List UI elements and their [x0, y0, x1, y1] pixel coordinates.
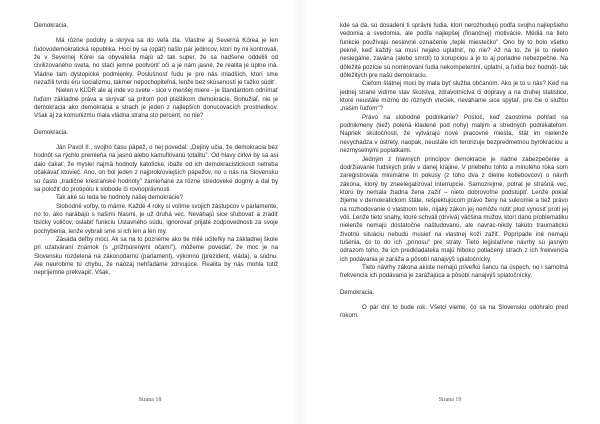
- paragraph: Má rôzne podoby a skrýva sa do veľa zla. Vlastne aj Severná Kórea je len ľudovodemokratická republika. Hoci by sa (opäť) našlo pár jedincov, ktorí by mi kontrovali, že v Severnej Kórei sa obyvatelia majú až tak super, že sa nadšene oddelili od civilizovaného sveta, no stačí jemne pootvoriť oči a je nám jasné, že realita je úplne iná. Vládne tam dystopické podmienky. Poslušnosť ľudu je pre nás mladších, ktorí sme nezažili tvrdú éru socializmu, takmer nepochopiteľná, lenže bez skúseností je ťažko súdiť.: [34, 37, 278, 87]
- paragraph: kde sa dá, sú dosadení ti správni ľudia, ktorí nerozhodujú podľa svojho najlepšieho vedomia a svedomia, ale podľa najlepšej (finančnej) motivácie. Médiá na tieto funkcie používajú neslovné označenie „teplé miestečko". Ono by to bolo všetko pekné, keď každý sa musí nejako uplatniť, no nie? Až na to, že je to nielen neslegálne, zavána (alebo smrdí) to korupciou a je to aj poriadne nebezpečné. Na dôležité pozície sú nominovaní ľudia nekompetentní, úplatní, a ľudia bez hodnôt- tak dôležitých pre našu demokraciu.: [340, 22, 568, 80]
- section-heading: Demokracia.: [34, 128, 69, 136]
- paragraph: Zásada deľby moci. Ak sa na to pozrieme ako tie milé učiteľky na základnej škole pri uzatváraní známok (s „prižmúrenými očami"), môžeme povedať, že moc je na Slovensku rozdelená na zákonodarnú (parlament), výkonnú (prezident, vláda), a súdnu. Ale neurobme tú chybu, že naozaj nehľadáme zdrvujúce. Realita by nás mohla totiž nepríjemne prekvapiť. Však,: [34, 235, 278, 277]
- paragraph: Jedným z hlavných princípov demokracie je riadne zabezpečenie a dodržiavanie ľudských práv v danej krajine. V priebehu tohto a minulého roka som zaregistrovala minimálne tri pokusy (z toho dva z dielne kotlebovcov) o návrh zákona, ktorý by zneelegalizoval interrupcie. Samozrejme, potrat je strašná vec, ktorú by nemala žiadna žena zažiť – nieto dobrovoľne podstúpiť. Lenže pokiaľ žijeme v demokratickom štáte, rešpektujúcom právo ženy na sukromie a tiež právo na rozhodovanie o vlastnom tele, nijaký zákon jej nemôže nútiť plod vynosiť proti jej vôli. Lenže tieto snahy, ktoré schváli (drvivá) väčšina mužov, ktorí danú problematiku nielenže nemajú dostatočne naštudovanú, ale navrac-nikdy takúto traumatickú životnú situáciu nebudú musieť na vlastnej koži zažiť. Poprípade iné nemajú tušenia, čo to do ich „prínosu" pre stráty. Tieto legislatívne návrhy sú jasným odrazom toho, že ich predkladatelia majú hlboko potlačený strach z ich frekvencia ich podávania je zaráža a pôsobí nanajvýš spiatočnícky.: [340, 155, 568, 263]
- paragraph: Tieto návrhy zákona akiste nemajú privefkú šancu na úspech, no i samotná frekvencia ich podávania je zarážajúca a pôsobí nanajvýš spiatočnícky.: [340, 263, 568, 280]
- page-number: Strana 18: [138, 397, 162, 403]
- paragraph: Nielen v KĽDR ale aj inde vo svete - sice v menšej miere - je štandardom odnímať ľuďom základné práva a skrývať sa pritom pod pláštikom demokracie. Bohužiaľ, nie je demokracia ako demokracia a strach je jeden z najlepších donucovacích prostriedkov. Však aj za komunizmu mala vládna strana sto percent, no nie?: [34, 87, 278, 120]
- section-heading: Demokracia.: [34, 22, 69, 29]
- paragraph: Tak aké sú teda tie hodnoty našej demokracie?: [56, 194, 184, 202]
- gutter-shadow: [292, 0, 308, 424]
- paragraph: Právo na slobodné podnikanie? Postoč, keď zaostrime pohľad na podnikmeny (tiež) polená kladené pod nohy) malým a stredných podnikateľom. Napriek skutočnosti, že vytvárajú nové pracovné miesta, štát im nielenže nevychádza v ústrety, naopak, neustále ich terorizuje bezpredmetnou byrokraciou a nezmyselnými poplatkami.: [340, 113, 568, 155]
- right-text-column: [340, 22, 568, 321]
- left-text-column: [34, 22, 278, 278]
- paragraph: O pár dní to bude rok. Všetci vieme, čo sa na Slovensku odohralo pred rokom.: [340, 304, 568, 320]
- paragraph: Ciefom štátnej moci by mala byť služba občanom. Ako je to u nás? Keď na jednej strane vidíme stav školstva, zdravotníctva či dopravy a na druhej statistice, ktoré neustále mizmú do rôznych vreciek, neváhame sice spýtať, pre čie o službu „našim ľuďom"?: [340, 80, 568, 113]
- page-number: Strana 19: [438, 397, 462, 403]
- section-heading: Demokracia.: [340, 288, 375, 296]
- paragraph: Ján Pavol II., svojho času pápež, o nej povedal: „Dejiny učia, že demokracia bez hodnôt sa rýchlo premieňa na jasnú alebo kamuflovanú totalitu". Od hlavy cirkvi by sa asi dalo čakať, že myslel najmä hodnoty katolícke, ibaže od ich demokracistickosti netreba očakávať ktovieč. Ano, on bol jeden z najprokroviejších pápežov, no u nás na Slovensku sú často „tradičné kresťanské hodnoty" zamieňané za rôzne stredoveké dogmy a dal by sa položiť do protipólu k slobode či rovnoprávnosti.: [34, 144, 278, 193]
- right-page: [300, 0, 600, 424]
- paragraph: Slobodné voľby, to máme. Každé 4 roky si volíme svojich zástupcov v parlamente, no to, ako narábajú s našimi hlasmi, je už druhá vec. Neváhajú sice sľubovať a zradiť tisícky voličov, oslabiť funkciu Ústavného súdu, ignorovať prijaté zodpovednosti za svoje pochybenia, lenže vybrali sme si ich len a len my.: [34, 202, 278, 235]
